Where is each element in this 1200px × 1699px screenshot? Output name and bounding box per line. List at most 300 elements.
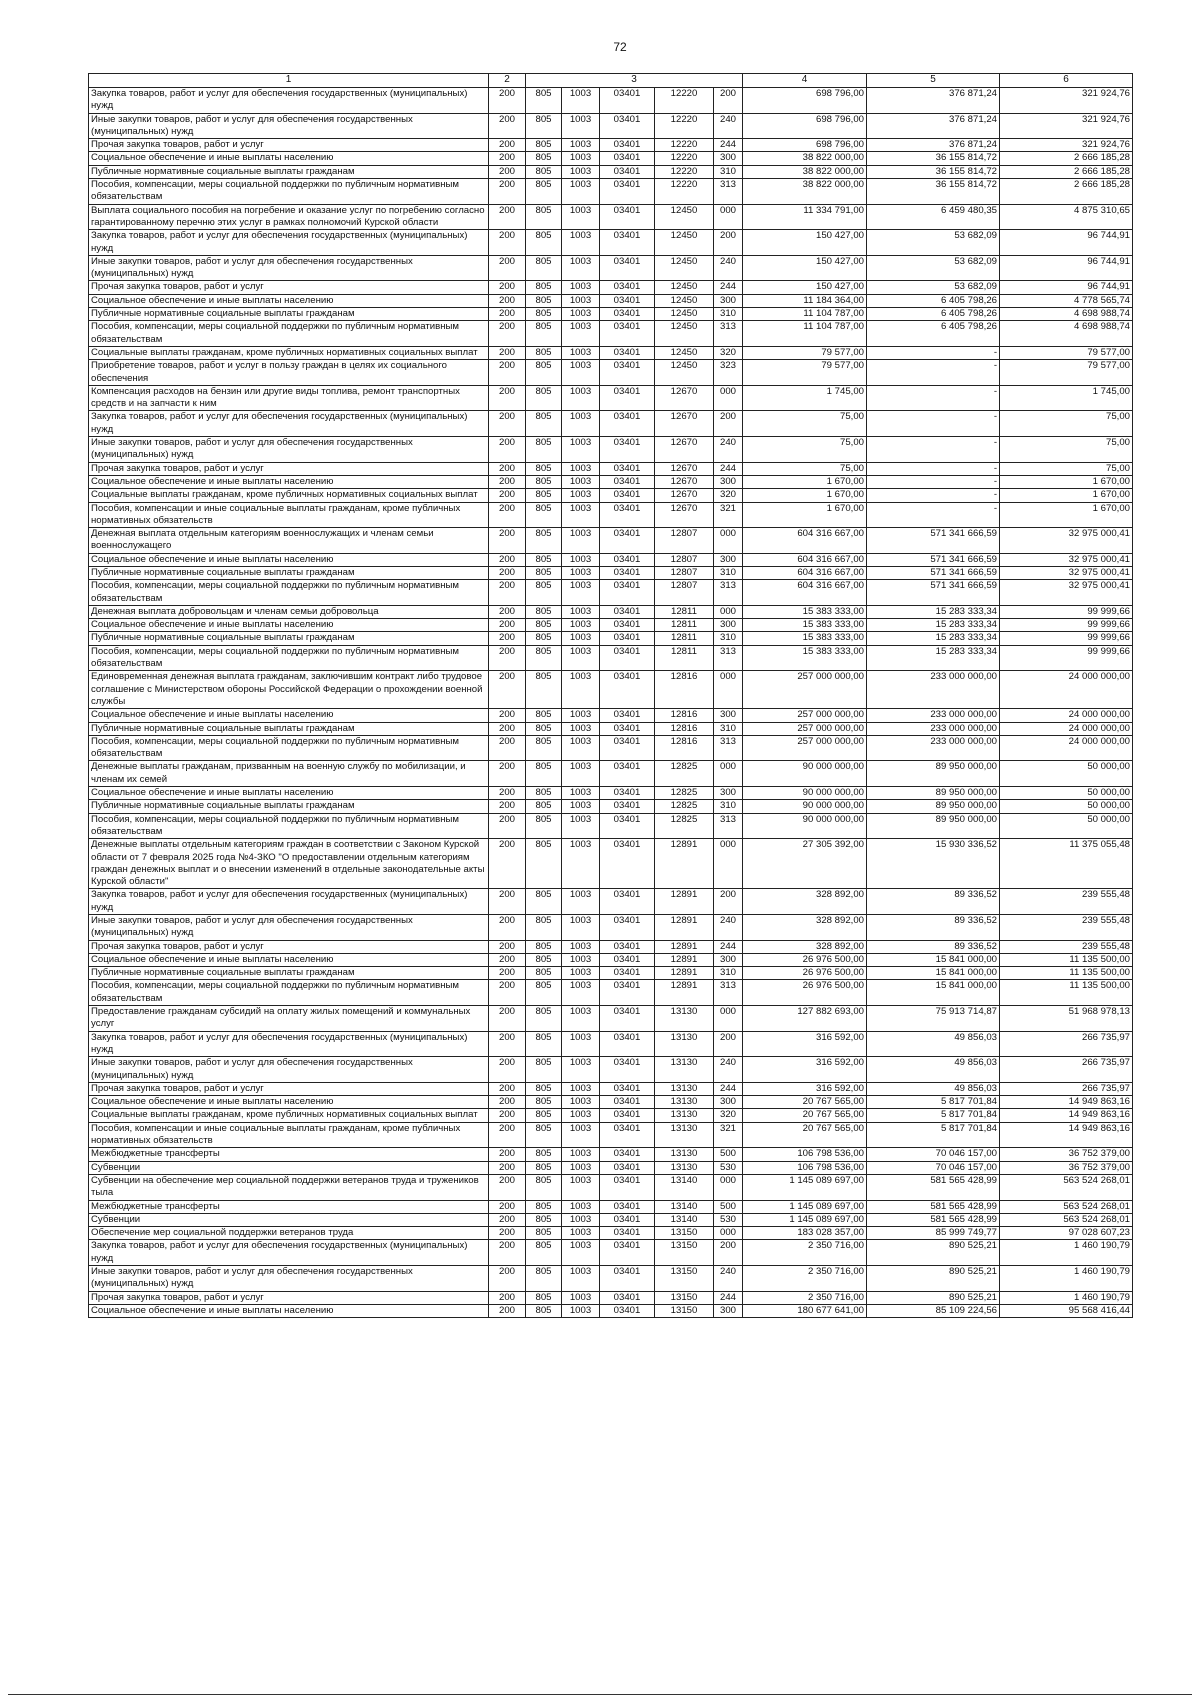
cell-col-2: 200 — [489, 1266, 526, 1292]
table-row — [89, 1148, 1133, 1161]
cell-program: 03401 — [600, 165, 655, 178]
cell-direction: 13140 — [655, 1213, 714, 1226]
cell-col-6: 4 698 988,74 — [1000, 321, 1133, 347]
cell-col-5: 233 000 000,00 — [867, 671, 1000, 709]
cell-col-2: 200 — [489, 761, 526, 787]
cell-section: 805 — [526, 385, 562, 411]
table-row — [89, 308, 1133, 321]
cell-section: 805 — [526, 489, 562, 502]
cell-subsection: 1003 — [562, 281, 600, 294]
cell-col-2: 200 — [489, 967, 526, 980]
table-row — [89, 88, 1133, 114]
cell-section: 805 — [526, 566, 562, 579]
cell-expense-type: 310 — [714, 632, 743, 645]
cell-direction: 13140 — [655, 1174, 714, 1200]
cell-expense-type: 500 — [714, 1148, 743, 1161]
cell-col-2: 200 — [489, 1200, 526, 1213]
cell-subsection: 1003 — [562, 502, 600, 528]
cell-program: 03401 — [600, 152, 655, 165]
cell-name: Социальное обеспечение и иные выплаты населению — [89, 1304, 489, 1317]
cell-expense-type: 000 — [714, 528, 743, 554]
cell-col-5: 85 109 224,56 — [867, 1304, 1000, 1317]
cell-name: Пособия, компенсации, меры социальной поддержки по публичным нормативным обязательствам — [89, 580, 489, 606]
table-row — [89, 1006, 1133, 1032]
cell-program: 03401 — [600, 437, 655, 463]
cell-col-6: 79 577,00 — [1000, 346, 1133, 359]
table-row — [89, 411, 1133, 437]
cell-program: 03401 — [600, 889, 655, 915]
cell-col-6: 36 752 379,00 — [1000, 1148, 1133, 1161]
cell-direction: 13150 — [655, 1266, 714, 1292]
cell-direction: 12670 — [655, 462, 714, 475]
cell-name: Публичные нормативные социальные выплаты гражданам — [89, 165, 489, 178]
cell-col-6: 32 975 000,41 — [1000, 566, 1133, 579]
cell-subsection: 1003 — [562, 1174, 600, 1200]
cell-name: Денежная выплата добровольцам и членам семьи добровольца — [89, 605, 489, 618]
table-row — [89, 580, 1133, 606]
cell-direction: 13130 — [655, 1006, 714, 1032]
cell-expense-type: 244 — [714, 139, 743, 152]
cell-expense-type: 530 — [714, 1161, 743, 1174]
cell-direction: 13130 — [655, 1082, 714, 1095]
cell-col-6: 2 666 185,28 — [1000, 179, 1133, 205]
table-row — [89, 1082, 1133, 1095]
cell-direction: 13130 — [655, 1161, 714, 1174]
cell-program: 03401 — [600, 1161, 655, 1174]
cell-col-4: 604 316 667,00 — [743, 580, 867, 606]
table-row — [89, 953, 1133, 966]
cell-col-2: 200 — [489, 360, 526, 386]
cell-direction: 12811 — [655, 632, 714, 645]
table-row — [89, 139, 1133, 152]
cell-col-4: 150 427,00 — [743, 281, 867, 294]
cell-program: 03401 — [600, 787, 655, 800]
cell-col-4: 2 350 716,00 — [743, 1266, 867, 1292]
cell-subsection: 1003 — [562, 346, 600, 359]
cell-expense-type: 240 — [714, 113, 743, 139]
cell-program: 03401 — [600, 230, 655, 256]
cell-col-5: 53 682,09 — [867, 281, 1000, 294]
cell-name: Социальное обеспечение и иные выплаты населению — [89, 152, 489, 165]
cell-direction: 13130 — [655, 1057, 714, 1083]
cell-section: 805 — [526, 437, 562, 463]
cell-direction: 12807 — [655, 566, 714, 579]
cell-name: Единовременная денежная выплата гражданам, заключившим контракт либо трудовое соглашение с Министерством обороны Российской Федерации о прохождении военной службы — [89, 671, 489, 709]
cell-subsection: 1003 — [562, 230, 600, 256]
cell-col-5: 376 871,24 — [867, 88, 1000, 114]
cell-col-6: 96 744,91 — [1000, 255, 1133, 281]
table-row — [89, 281, 1133, 294]
cell-section: 805 — [526, 1096, 562, 1109]
cell-subsection: 1003 — [562, 580, 600, 606]
cell-col-5: 70 046 157,00 — [867, 1148, 1000, 1161]
cell-col-6: 239 555,48 — [1000, 940, 1133, 953]
cell-program: 03401 — [600, 619, 655, 632]
cell-name: Приобретение товаров, работ и услуг в пользу граждан в целях их социального обеспечения — [89, 360, 489, 386]
cell-section: 805 — [526, 1082, 562, 1095]
cell-col-5: 75 913 714,87 — [867, 1006, 1000, 1032]
cell-col-6: 14 949 863,16 — [1000, 1122, 1133, 1148]
cell-expense-type: 000 — [714, 204, 743, 230]
cell-name: Иные закупки товаров, работ и услуг для обеспечения государственных (муниципальных) нужд — [89, 915, 489, 941]
cell-col-5: 49 856,03 — [867, 1082, 1000, 1095]
cell-col-5: 233 000 000,00 — [867, 735, 1000, 761]
cell-name: Предоставление гражданам субсидий на оплату жилых помещений и коммунальных услуг — [89, 1006, 489, 1032]
cell-col-4: 2 350 716,00 — [743, 1291, 867, 1304]
cell-col-4: 328 892,00 — [743, 915, 867, 941]
cell-col-5: 15 841 000,00 — [867, 953, 1000, 966]
cell-direction: 12816 — [655, 709, 714, 722]
cell-subsection: 1003 — [562, 553, 600, 566]
table-row — [89, 321, 1133, 347]
cell-col-2: 200 — [489, 839, 526, 889]
cell-col-4: 11 104 787,00 — [743, 308, 867, 321]
cell-col-4: 90 000 000,00 — [743, 813, 867, 839]
cell-section: 805 — [526, 165, 562, 178]
cell-col-2: 200 — [489, 735, 526, 761]
cell-direction: 12825 — [655, 787, 714, 800]
cell-col-4: 698 796,00 — [743, 113, 867, 139]
table-row — [89, 1174, 1133, 1200]
cell-col-4: 183 028 357,00 — [743, 1227, 867, 1240]
cell-program: 03401 — [600, 632, 655, 645]
cell-col-2: 200 — [489, 165, 526, 178]
cell-direction: 12220 — [655, 165, 714, 178]
cell-col-5: 6 405 798,26 — [867, 294, 1000, 307]
table-row — [89, 889, 1133, 915]
cell-col-2: 200 — [489, 940, 526, 953]
cell-col-5: 89 950 000,00 — [867, 787, 1000, 800]
cell-section: 805 — [526, 139, 562, 152]
cell-direction: 12450 — [655, 281, 714, 294]
cell-direction: 12816 — [655, 735, 714, 761]
cell-subsection: 1003 — [562, 813, 600, 839]
cell-direction: 12670 — [655, 411, 714, 437]
cell-section: 805 — [526, 735, 562, 761]
cell-col-2: 200 — [489, 953, 526, 966]
cell-direction: 13130 — [655, 1031, 714, 1057]
cell-col-5: 15 283 333,34 — [867, 645, 1000, 671]
cell-section: 805 — [526, 1200, 562, 1213]
cell-col-2: 200 — [489, 1148, 526, 1161]
cell-col-4: 20 767 565,00 — [743, 1096, 867, 1109]
cell-section: 805 — [526, 967, 562, 980]
cell-section: 805 — [526, 255, 562, 281]
table-row — [89, 179, 1133, 205]
table-row — [89, 800, 1133, 813]
cell-program: 03401 — [600, 761, 655, 787]
cell-col-6: 11 135 500,00 — [1000, 967, 1133, 980]
cell-program: 03401 — [600, 321, 655, 347]
table-row — [89, 1227, 1133, 1240]
cell-col-4: 180 677 641,00 — [743, 1304, 867, 1317]
cell-col-4: 1 670,00 — [743, 502, 867, 528]
table-row — [89, 1291, 1133, 1304]
cell-col-6: 1 670,00 — [1000, 502, 1133, 528]
cell-name: Социальное обеспечение и иные выплаты населению — [89, 553, 489, 566]
cell-expense-type: 530 — [714, 1213, 743, 1226]
cell-col-4: 698 796,00 — [743, 88, 867, 114]
cell-direction: 12891 — [655, 940, 714, 953]
table-row — [89, 761, 1133, 787]
cell-expense-type: 300 — [714, 787, 743, 800]
cell-subsection: 1003 — [562, 787, 600, 800]
cell-subsection: 1003 — [562, 385, 600, 411]
page-number: 72 — [613, 40, 627, 54]
cell-name: Пособия, компенсации, меры социальной поддержки по публичным нормативным обязательствам — [89, 645, 489, 671]
cell-name: Субвенции — [89, 1213, 489, 1226]
table-row — [89, 462, 1133, 475]
cell-col-2: 200 — [489, 489, 526, 502]
cell-col-2: 200 — [489, 1213, 526, 1226]
cell-col-4: 698 796,00 — [743, 139, 867, 152]
cell-col-4: 38 822 000,00 — [743, 179, 867, 205]
cell-col-6: 1 460 190,79 — [1000, 1266, 1133, 1292]
cell-name: Прочая закупка товаров, работ и услуг — [89, 1291, 489, 1304]
cell-col-4: 1 670,00 — [743, 475, 867, 488]
cell-section: 805 — [526, 889, 562, 915]
cell-col-4: 26 976 500,00 — [743, 953, 867, 966]
cell-name: Иные закупки товаров, работ и услуг для обеспечения государственных (муниципальных) нужд — [89, 1057, 489, 1083]
cell-subsection: 1003 — [562, 294, 600, 307]
cell-direction: 13130 — [655, 1096, 714, 1109]
cell-col-4: 79 577,00 — [743, 360, 867, 386]
cell-col-6: 4 875 310,65 — [1000, 204, 1133, 230]
cell-expense-type: 200 — [714, 88, 743, 114]
cell-program: 03401 — [600, 1266, 655, 1292]
cell-expense-type: 313 — [714, 321, 743, 347]
cell-col-5: - — [867, 360, 1000, 386]
cell-subsection: 1003 — [562, 940, 600, 953]
cell-program: 03401 — [600, 360, 655, 386]
cell-col-4: 11 334 791,00 — [743, 204, 867, 230]
cell-col-5: 581 565 428,99 — [867, 1174, 1000, 1200]
cell-expense-type: 200 — [714, 1240, 743, 1266]
cell-direction: 12825 — [655, 813, 714, 839]
cell-col-6: 4 698 988,74 — [1000, 308, 1133, 321]
cell-direction: 12807 — [655, 528, 714, 554]
cell-col-5: 70 046 157,00 — [867, 1161, 1000, 1174]
cell-program: 03401 — [600, 915, 655, 941]
cell-direction: 12450 — [655, 255, 714, 281]
cell-direction: 12811 — [655, 605, 714, 618]
cell-direction: 12670 — [655, 437, 714, 463]
cell-program: 03401 — [600, 411, 655, 437]
cell-col-4: 15 383 333,00 — [743, 645, 867, 671]
cell-col-2: 200 — [489, 580, 526, 606]
budget-table — [88, 73, 1133, 1318]
cell-section: 805 — [526, 1109, 562, 1122]
cell-col-4: 328 892,00 — [743, 889, 867, 915]
cell-col-5: 581 565 428,99 — [867, 1213, 1000, 1226]
cell-subsection: 1003 — [562, 1291, 600, 1304]
cell-col-2: 200 — [489, 1082, 526, 1095]
cell-direction: 12450 — [655, 294, 714, 307]
cell-col-5: 49 856,03 — [867, 1031, 1000, 1057]
cell-col-5: 36 155 814,72 — [867, 165, 1000, 178]
cell-col-5: - — [867, 411, 1000, 437]
cell-col-6: 266 735,97 — [1000, 1031, 1133, 1057]
cell-program: 03401 — [600, 967, 655, 980]
cell-expense-type: 000 — [714, 1227, 743, 1240]
table-row — [89, 113, 1133, 139]
cell-subsection: 1003 — [562, 1109, 600, 1122]
table-row — [89, 722, 1133, 735]
table-row — [89, 385, 1133, 411]
cell-direction: 12670 — [655, 475, 714, 488]
table-row — [89, 1057, 1133, 1083]
cell-program: 03401 — [600, 605, 655, 618]
cell-subsection: 1003 — [562, 1031, 600, 1057]
cell-col-5: 6 405 798,26 — [867, 321, 1000, 347]
table-row — [89, 1031, 1133, 1057]
cell-col-6: 32 975 000,41 — [1000, 528, 1133, 554]
cell-subsection: 1003 — [562, 632, 600, 645]
cell-name: Межбюджетные трансферты — [89, 1200, 489, 1213]
cell-col-4: 75,00 — [743, 462, 867, 475]
cell-section: 805 — [526, 645, 562, 671]
cell-section: 805 — [526, 308, 562, 321]
cell-program: 03401 — [600, 839, 655, 889]
cell-expense-type: 000 — [714, 605, 743, 618]
table-row — [89, 475, 1133, 488]
table-row — [89, 619, 1133, 632]
cell-expense-type: 321 — [714, 502, 743, 528]
cell-col-6: 321 924,76 — [1000, 88, 1133, 114]
cell-expense-type: 200 — [714, 230, 743, 256]
cell-col-6: 2 666 185,28 — [1000, 165, 1133, 178]
cell-subsection: 1003 — [562, 619, 600, 632]
cell-subsection: 1003 — [562, 1213, 600, 1226]
cell-subsection: 1003 — [562, 800, 600, 813]
cell-col-6: 97 028 607,23 — [1000, 1227, 1133, 1240]
cell-name: Закупка товаров, работ и услуг для обеспечения государственных (муниципальных) нужд — [89, 1240, 489, 1266]
cell-section: 805 — [526, 632, 562, 645]
cell-col-2: 200 — [489, 1122, 526, 1148]
cell-col-6: 24 000 000,00 — [1000, 709, 1133, 722]
cell-program: 03401 — [600, 308, 655, 321]
cell-col-4: 2 350 716,00 — [743, 1240, 867, 1266]
cell-name: Пособия, компенсации, меры социальной поддержки по публичным нормативным обязательствам — [89, 179, 489, 205]
cell-col-5: 581 565 428,99 — [867, 1200, 1000, 1213]
cell-col-4: 150 427,00 — [743, 230, 867, 256]
table-row — [89, 1161, 1133, 1174]
cell-program: 03401 — [600, 204, 655, 230]
cell-program: 03401 — [600, 722, 655, 735]
cell-col-5: 6 459 480,35 — [867, 204, 1000, 230]
cell-col-5: 89 950 000,00 — [867, 761, 1000, 787]
cell-col-4: 38 822 000,00 — [743, 165, 867, 178]
cell-section: 805 — [526, 179, 562, 205]
cell-col-6: 11 135 500,00 — [1000, 953, 1133, 966]
cell-program: 03401 — [600, 475, 655, 488]
cell-subsection: 1003 — [562, 88, 600, 114]
cell-expense-type: 244 — [714, 281, 743, 294]
cell-expense-type: 240 — [714, 1057, 743, 1083]
cell-expense-type: 300 — [714, 475, 743, 488]
table-row — [89, 671, 1133, 709]
cell-program: 03401 — [600, 1304, 655, 1317]
cell-col-4: 20 767 565,00 — [743, 1122, 867, 1148]
cell-col-4: 316 592,00 — [743, 1031, 867, 1057]
cell-subsection: 1003 — [562, 1082, 600, 1095]
cell-col-6: 50 000,00 — [1000, 787, 1133, 800]
cell-section: 805 — [526, 761, 562, 787]
cell-name: Социальное обеспечение и иные выплаты населению — [89, 1096, 489, 1109]
cell-col-6: 96 744,91 — [1000, 230, 1133, 256]
cell-col-5: 571 341 666,59 — [867, 528, 1000, 554]
cell-col-2: 200 — [489, 230, 526, 256]
cell-section: 805 — [526, 671, 562, 709]
cell-section: 805 — [526, 1057, 562, 1083]
cell-subsection: 1003 — [562, 605, 600, 618]
cell-direction: 12807 — [655, 580, 714, 606]
cell-col-2: 200 — [489, 1174, 526, 1200]
cell-col-2: 200 — [489, 1304, 526, 1317]
cell-col-2: 200 — [489, 152, 526, 165]
cell-col-6: 50 000,00 — [1000, 761, 1133, 787]
cell-section: 805 — [526, 980, 562, 1006]
cell-col-4: 1 145 089 697,00 — [743, 1174, 867, 1200]
cell-subsection: 1003 — [562, 967, 600, 980]
cell-col-4: 604 316 667,00 — [743, 553, 867, 566]
cell-direction: 13150 — [655, 1304, 714, 1317]
cell-program: 03401 — [600, 1031, 655, 1057]
cell-program: 03401 — [600, 528, 655, 554]
cell-col-2: 200 — [489, 632, 526, 645]
table-row — [89, 605, 1133, 618]
cell-section: 805 — [526, 953, 562, 966]
cell-section: 805 — [526, 1227, 562, 1240]
cell-direction: 12807 — [655, 553, 714, 566]
cell-subsection: 1003 — [562, 360, 600, 386]
cell-expense-type: 310 — [714, 308, 743, 321]
cell-expense-type: 000 — [714, 839, 743, 889]
cell-col-4: 75,00 — [743, 411, 867, 437]
cell-col-5: 571 341 666,59 — [867, 553, 1000, 566]
cell-subsection: 1003 — [562, 1122, 600, 1148]
cell-direction: 12450 — [655, 346, 714, 359]
cell-col-2: 200 — [489, 1057, 526, 1083]
cell-expense-type: 244 — [714, 1291, 743, 1304]
cell-col-5: 571 341 666,59 — [867, 580, 1000, 606]
cell-col-4: 38 822 000,00 — [743, 152, 867, 165]
cell-section: 805 — [526, 1161, 562, 1174]
cell-subsection: 1003 — [562, 980, 600, 1006]
cell-name: Компенсация расходов на бензин или другие виды топлива, ремонт транспортных средств и на запчасти к ним — [89, 385, 489, 411]
cell-col-5: 15 283 333,34 — [867, 619, 1000, 632]
header-col-6: 6 — [1000, 74, 1133, 88]
cell-expense-type: 323 — [714, 360, 743, 386]
cell-subsection: 1003 — [562, 1057, 600, 1083]
cell-program: 03401 — [600, 566, 655, 579]
table-row — [89, 528, 1133, 554]
cell-section: 805 — [526, 1240, 562, 1266]
cell-col-6: 32 975 000,41 — [1000, 580, 1133, 606]
cell-section: 805 — [526, 1122, 562, 1148]
cell-program: 03401 — [600, 346, 655, 359]
cell-subsection: 1003 — [562, 411, 600, 437]
cell-col-6: 4 778 565,74 — [1000, 294, 1133, 307]
cell-name: Публичные нормативные социальные выплаты гражданам — [89, 632, 489, 645]
cell-expense-type: 313 — [714, 580, 743, 606]
cell-col-4: 1 145 089 697,00 — [743, 1213, 867, 1226]
cell-col-5: - — [867, 385, 1000, 411]
cell-section: 805 — [526, 230, 562, 256]
table-row — [89, 645, 1133, 671]
cell-col-6: 51 968 978,13 — [1000, 1006, 1133, 1032]
cell-col-5: 5 817 701,84 — [867, 1096, 1000, 1109]
